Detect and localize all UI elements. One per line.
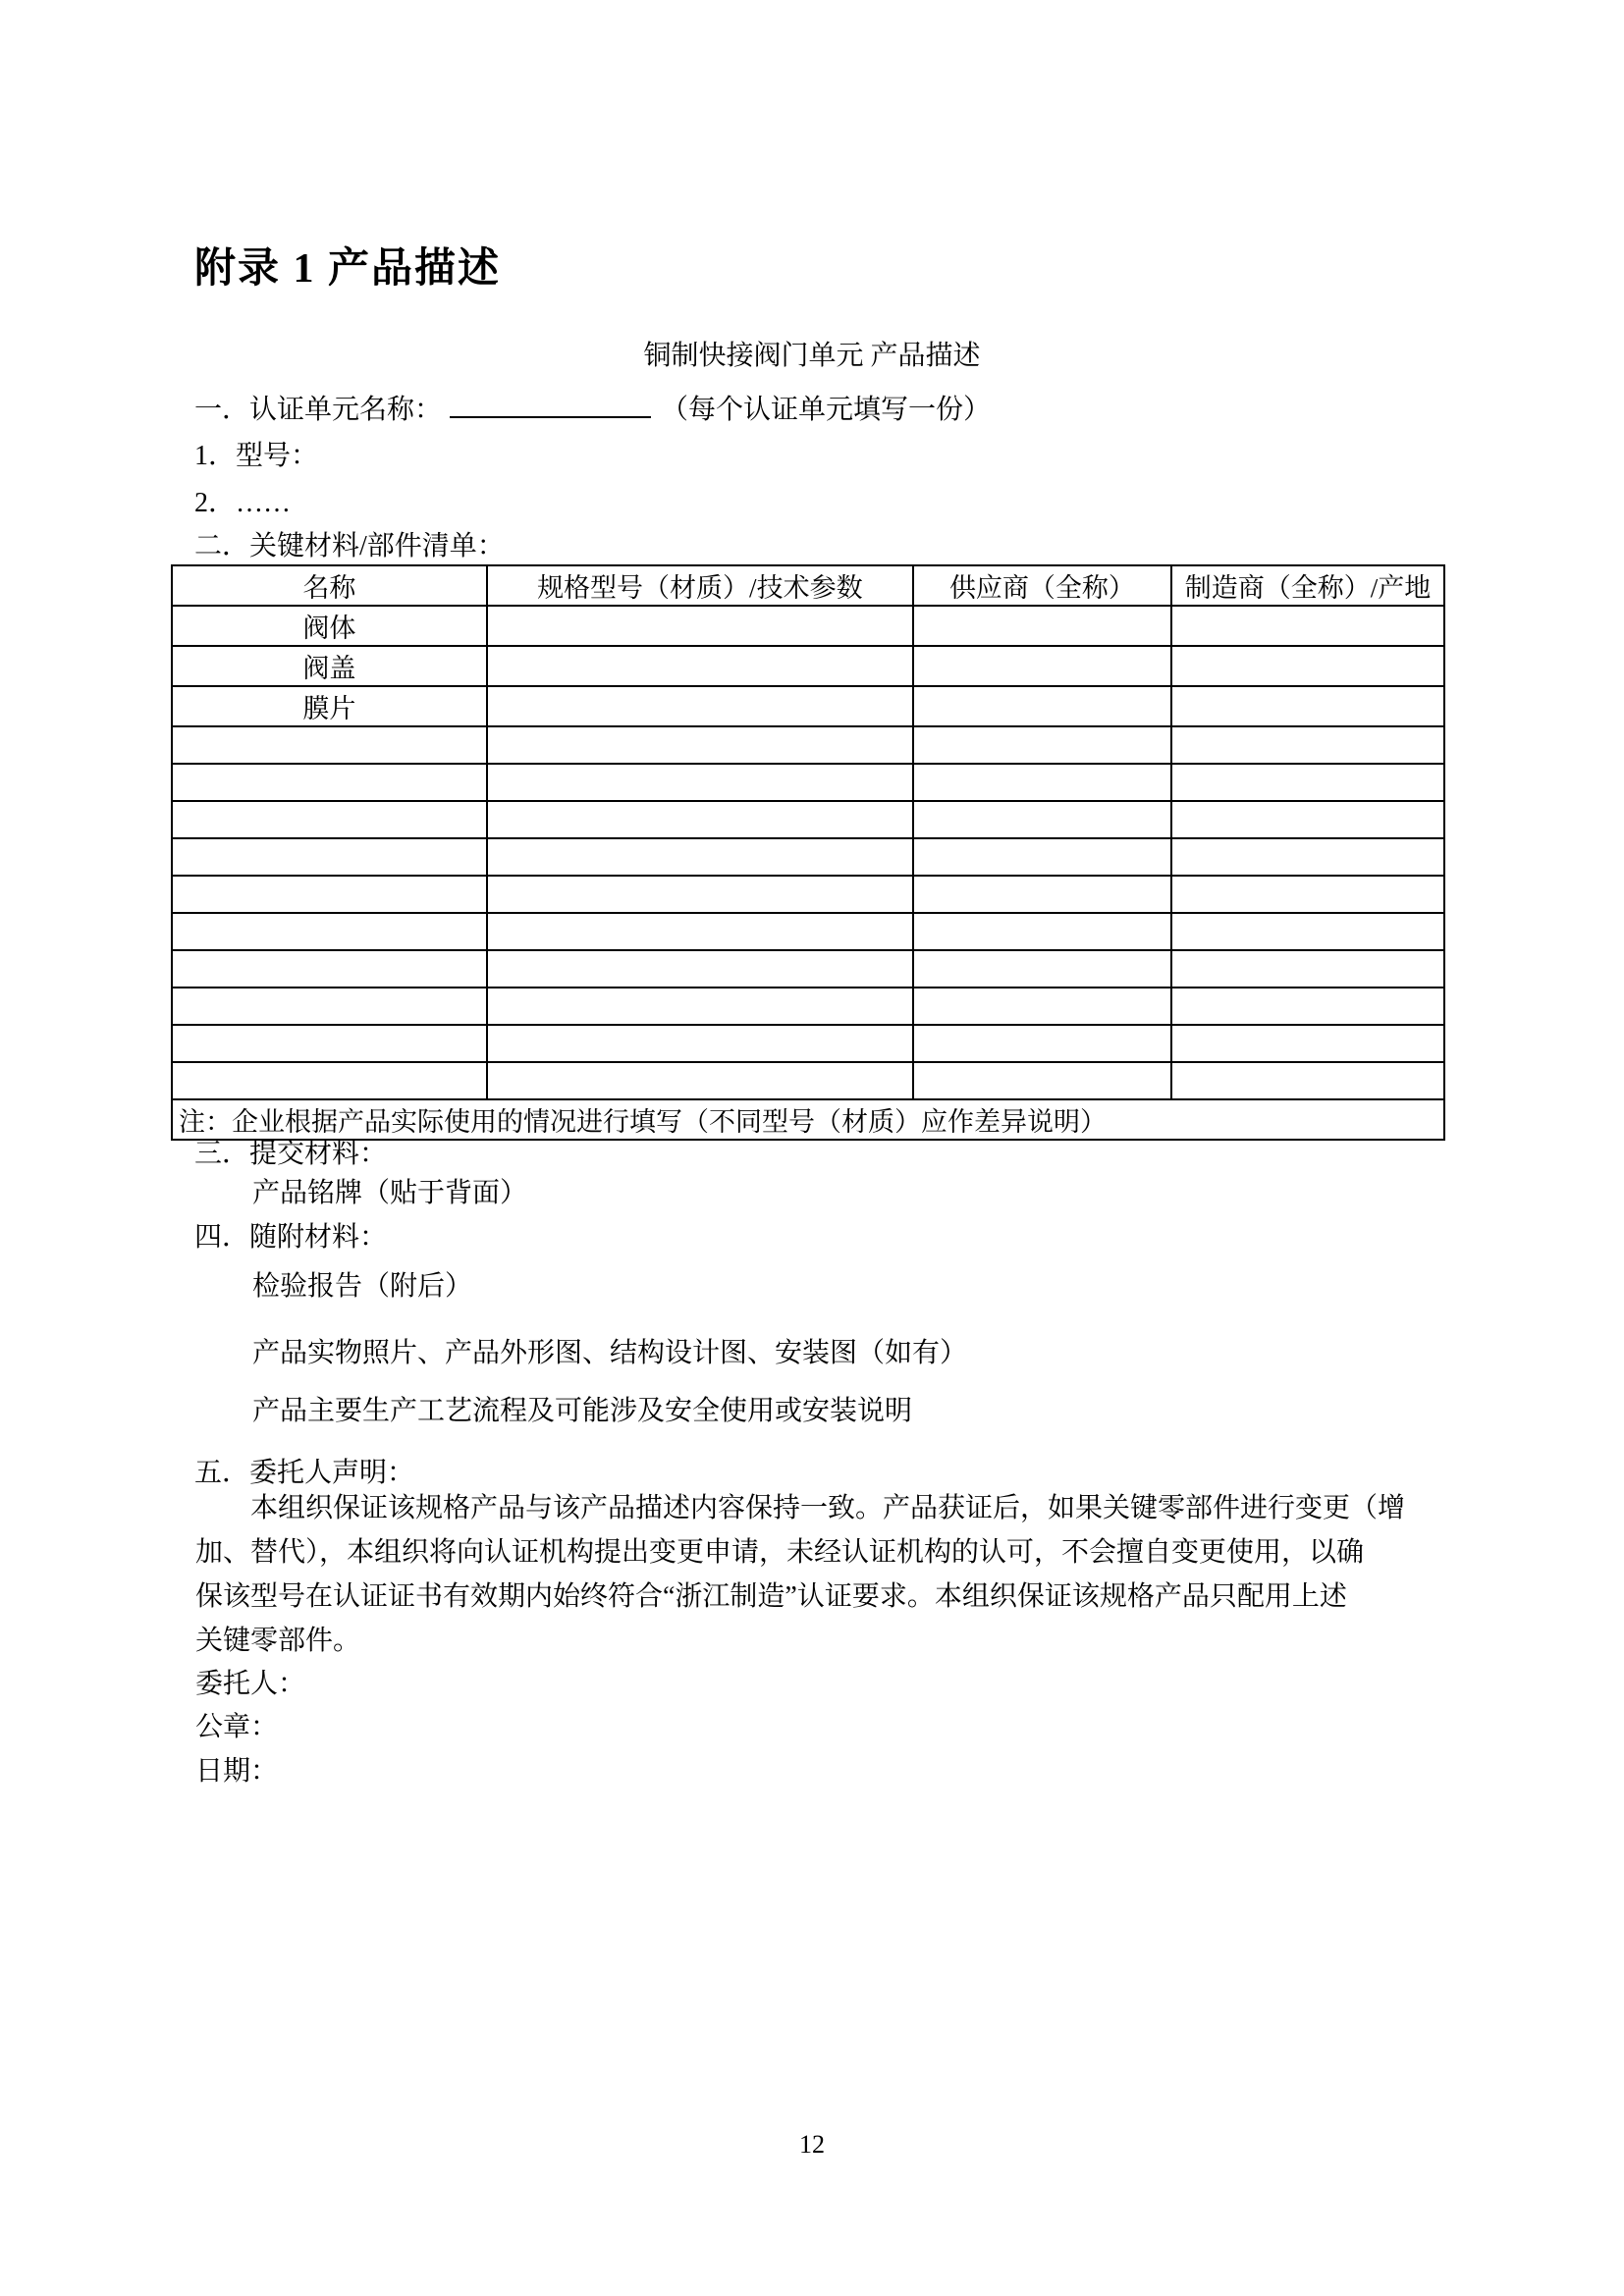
empty-cell xyxy=(1171,726,1444,764)
unit-name-note: （每个认证单元填写一份） xyxy=(661,395,992,425)
empty-cell xyxy=(487,646,913,686)
empty-cell xyxy=(1171,1025,1444,1062)
empty-cell xyxy=(172,838,487,876)
empty-cell xyxy=(1171,913,1444,950)
declaration-line: 本组织保证该规格产品与该产品描述内容保持一致。产品获证后，如果关键零部件进行变更（增 xyxy=(250,1493,1406,1523)
section-materials-heading: 二．关键材料/部件清单： xyxy=(194,531,505,561)
declaration-line: 关键零部件。 xyxy=(195,1626,361,1656)
empty-cell xyxy=(913,838,1171,876)
declaration-paragraph xyxy=(195,1486,1447,1663)
signature-consignor-label: 委托人： xyxy=(195,1669,306,1699)
part-name-cell: 阀体 xyxy=(172,606,487,646)
table-empty-row xyxy=(172,950,1444,988)
empty-cell xyxy=(487,950,913,988)
empty-cell xyxy=(913,988,1171,1025)
empty-cell xyxy=(1171,1062,1444,1099)
table-empty-row xyxy=(172,988,1444,1025)
signature-seal-label: 公章： xyxy=(195,1712,279,1742)
empty-cell xyxy=(172,988,487,1025)
empty-cell xyxy=(172,1062,487,1099)
header-name: 名称 xyxy=(172,565,487,606)
section-declaration-heading: 五．委托人声明： xyxy=(194,1458,415,1488)
table-empty-row xyxy=(172,1025,1444,1062)
table-row-valve-cover xyxy=(172,646,1444,686)
empty-cell xyxy=(913,726,1171,764)
part-name-cell: 阀盖 xyxy=(172,646,487,686)
header-manufacturer: 制造商（全称）/产地 xyxy=(1171,565,1444,606)
empty-cell xyxy=(913,686,1171,726)
empty-cell xyxy=(1171,764,1444,801)
empty-cell xyxy=(487,801,913,838)
unit-name-fill-in-blank xyxy=(450,391,651,418)
unit-name-label: 一．认证单元名称： xyxy=(194,395,443,425)
empty-cell xyxy=(487,764,913,801)
empty-cell xyxy=(172,726,487,764)
empty-cell xyxy=(913,950,1171,988)
empty-cell xyxy=(487,1062,913,1099)
unit-name-line xyxy=(194,391,991,426)
table-empty-row xyxy=(172,913,1444,950)
table-empty-row xyxy=(172,1062,1444,1099)
table-empty-row xyxy=(172,876,1444,913)
empty-cell xyxy=(172,950,487,988)
key-materials-table xyxy=(171,564,1445,1141)
empty-cell xyxy=(487,1025,913,1062)
form-title: 铜制快接阀门单元 产品描述 xyxy=(643,341,981,371)
empty-cell xyxy=(172,1025,487,1062)
item-ellipsis: 2．…… xyxy=(194,488,292,518)
declaration-line: 保该型号在认证证书有效期内始终符合“浙江制造”认证要求。本组织保证该规格产品只配用上述 xyxy=(195,1581,1347,1612)
section-submit-heading: 三．提交材料： xyxy=(194,1139,388,1169)
empty-cell xyxy=(1171,646,1444,686)
empty-cell xyxy=(1171,801,1444,838)
header-spec: 规格型号（材质）/技术参数 xyxy=(487,565,913,606)
table-row-valve-body xyxy=(172,606,1444,646)
empty-cell xyxy=(1171,950,1444,988)
table-note-cell: 注：企业根据产品实际使用的情况进行填写（不同型号（材质）应作差异说明） xyxy=(172,1099,1444,1140)
empty-cell xyxy=(1171,988,1444,1025)
empty-cell xyxy=(172,913,487,950)
attached-item-photos-drawings: 产品实物照片、产品外形图、结构设计图、安装图（如有） xyxy=(252,1338,968,1368)
page-number: 12 xyxy=(799,2130,825,2159)
table-note-row xyxy=(172,1099,1444,1140)
item-model: 1．型号： xyxy=(194,441,319,471)
header-supplier: 供应商（全称） xyxy=(913,565,1171,606)
table-empty-row xyxy=(172,801,1444,838)
declaration-line: 加、替代），本组织将向认证机构提出变更申请，未经认证机构的认可，不会擅自变更使用，以确 xyxy=(195,1537,1365,1568)
empty-cell xyxy=(487,838,913,876)
empty-cell xyxy=(172,764,487,801)
table-header-row xyxy=(172,565,1444,606)
empty-cell xyxy=(1171,838,1444,876)
empty-cell xyxy=(1171,606,1444,646)
empty-cell xyxy=(487,726,913,764)
empty-cell xyxy=(913,801,1171,838)
table-empty-row xyxy=(172,838,1444,876)
submit-item-nameplate: 产品铭牌（贴于背面） xyxy=(252,1178,528,1208)
empty-cell xyxy=(487,988,913,1025)
empty-cell xyxy=(487,606,913,646)
empty-cell xyxy=(1171,686,1444,726)
attached-item-process-instructions: 产品主要生产工艺流程及可能涉及安全使用或安装说明 xyxy=(252,1396,913,1426)
empty-cell xyxy=(1171,876,1444,913)
empty-cell xyxy=(487,686,913,726)
empty-cell xyxy=(487,876,913,913)
table-row-diaphragm xyxy=(172,686,1444,726)
table-empty-row xyxy=(172,726,1444,764)
section-attached-heading: 四．随附材料： xyxy=(194,1222,388,1253)
attached-item-inspection-report: 检验报告（附后） xyxy=(252,1271,473,1302)
empty-cell xyxy=(487,913,913,950)
empty-cell xyxy=(913,1062,1171,1099)
empty-cell xyxy=(913,913,1171,950)
table-empty-row xyxy=(172,764,1444,801)
empty-cell xyxy=(172,801,487,838)
empty-cell xyxy=(913,764,1171,801)
part-name-cell: 膜片 xyxy=(172,686,487,726)
empty-cell xyxy=(913,1025,1171,1062)
appendix-title: 附录 1 产品描述 xyxy=(194,246,502,292)
empty-cell xyxy=(913,876,1171,913)
empty-cell xyxy=(913,646,1171,686)
signature-date-label: 日期： xyxy=(195,1756,279,1787)
empty-cell xyxy=(913,606,1171,646)
empty-cell xyxy=(172,876,487,913)
